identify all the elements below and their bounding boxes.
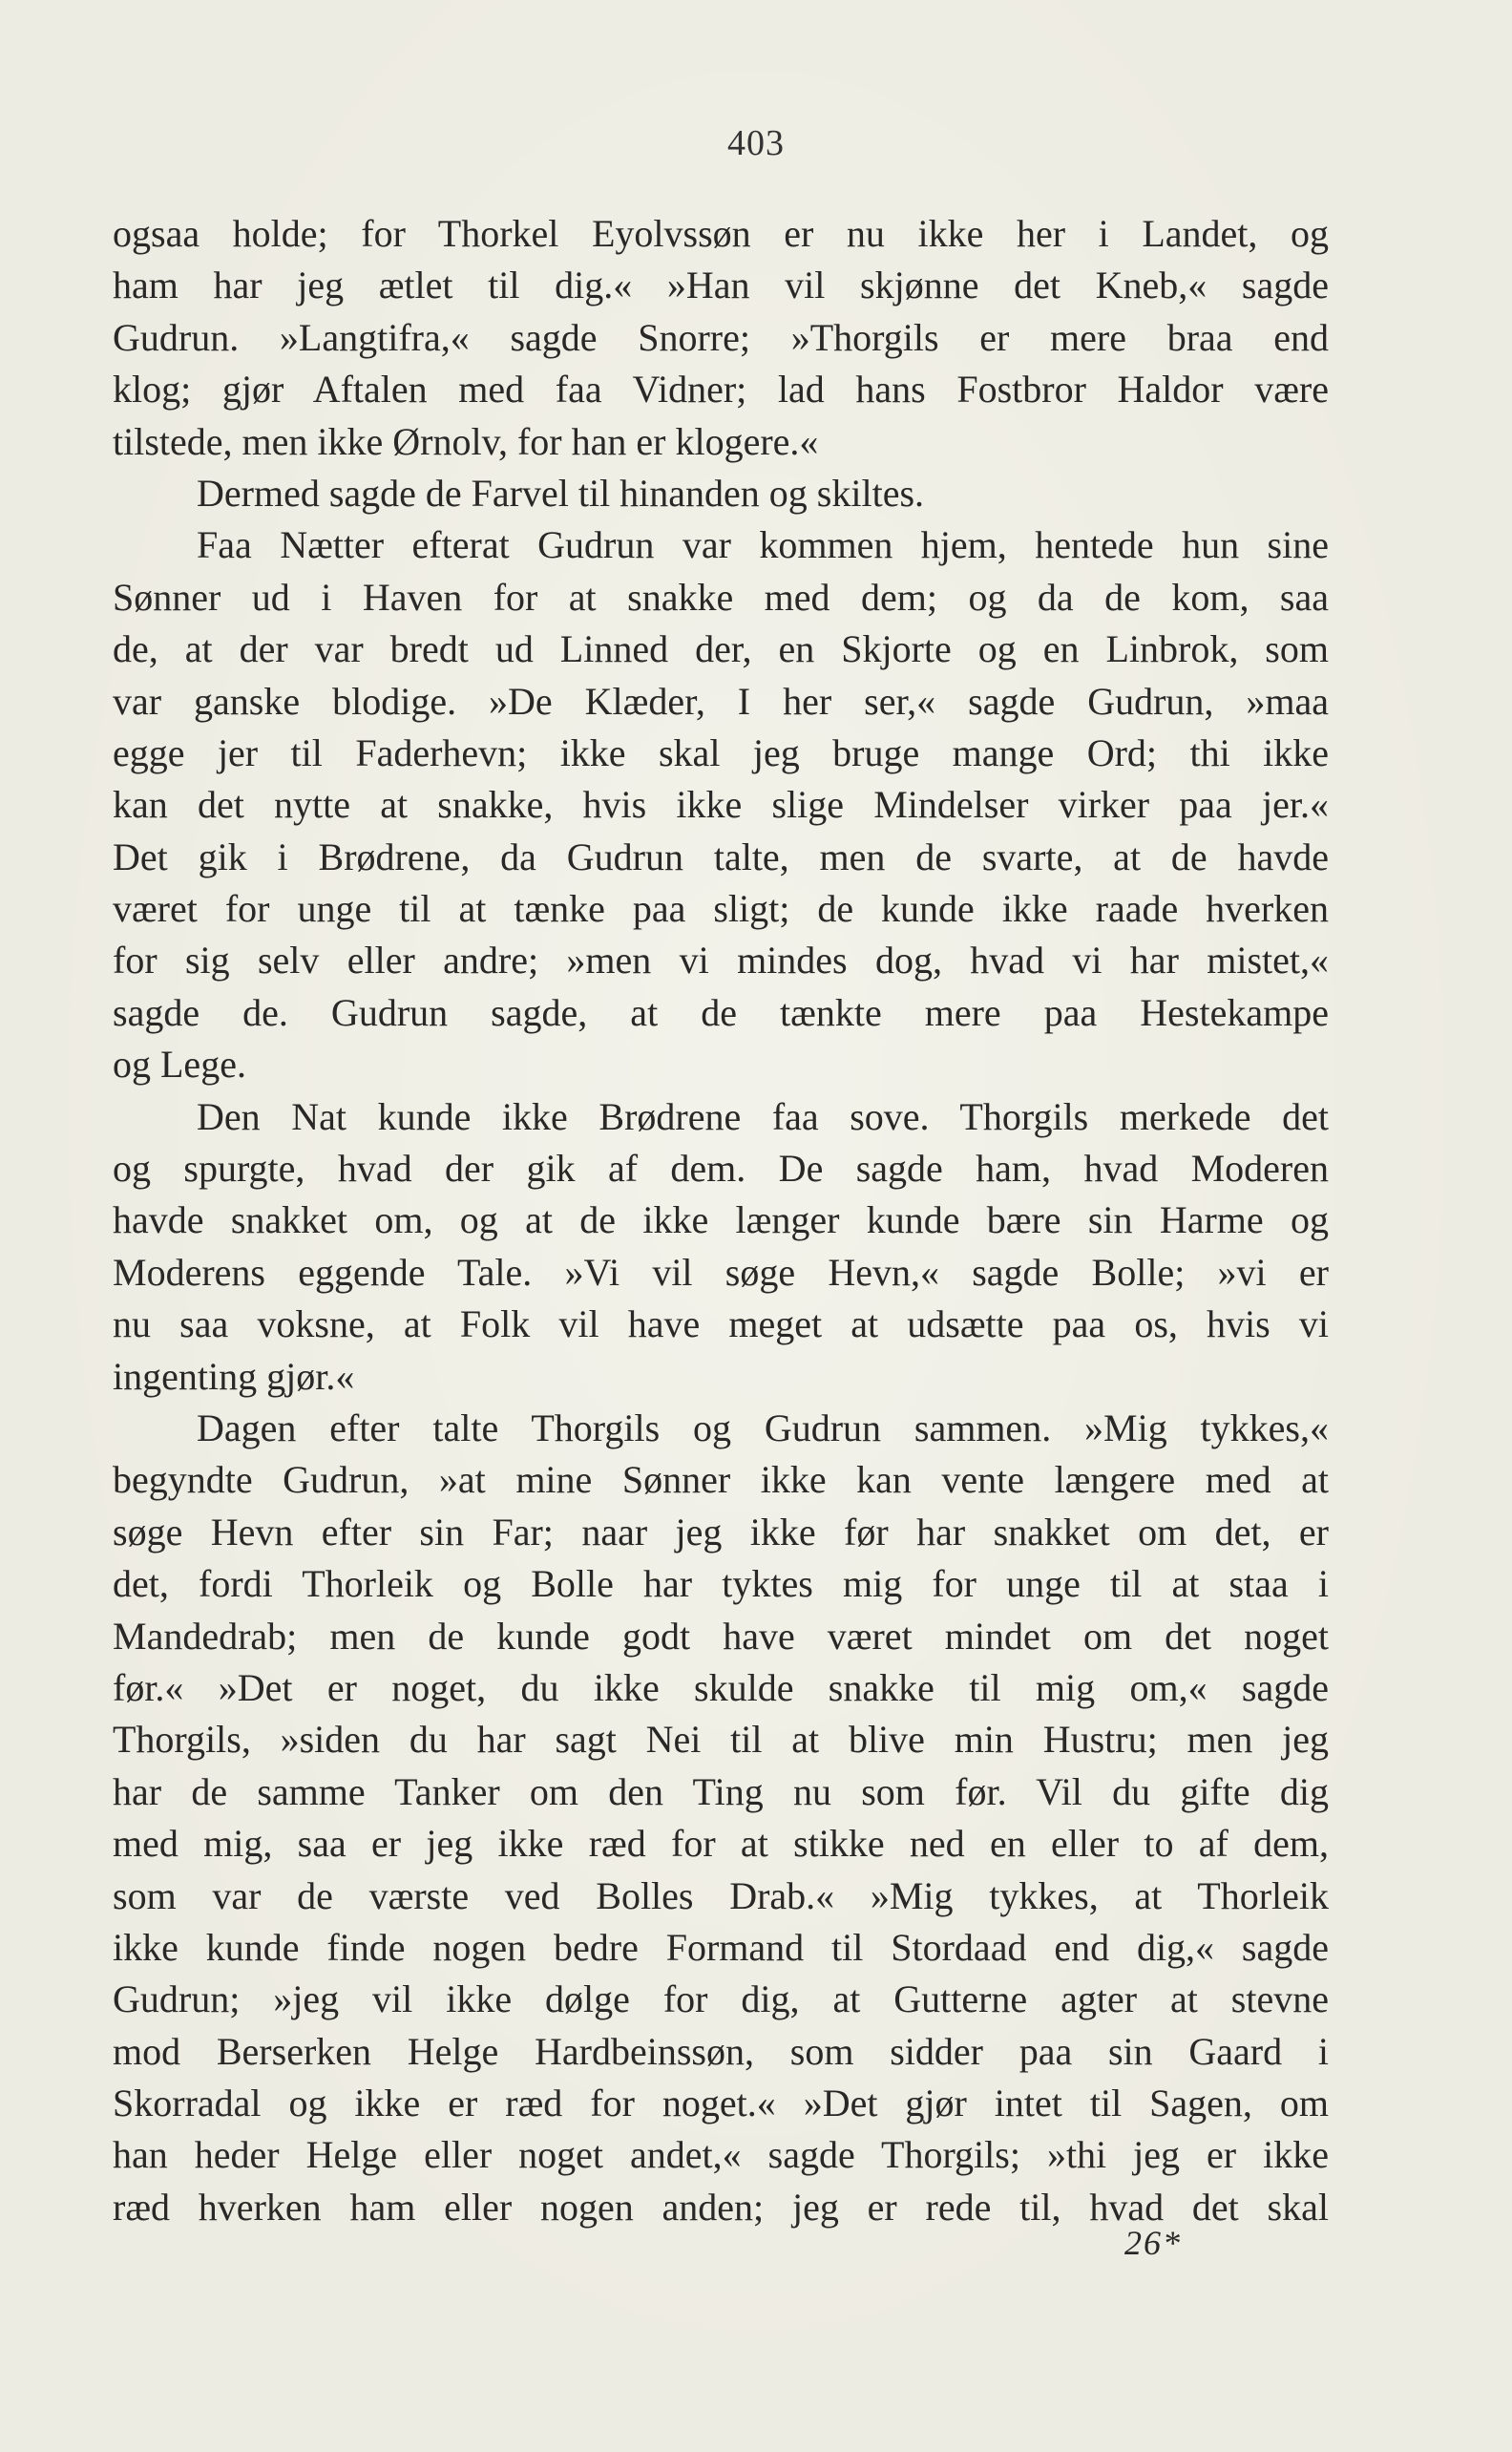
text-line: Skorradal og ikke er ræd for noget.« »Det gjør intet til Sagen, om — [113, 2082, 1329, 2125]
text-line: som var de værste ved Bolles Drab.« »Mig tykkes, at Thorleik — [113, 1873, 1329, 1917]
text-line: han heder Helge eller noget andet,« sagde Thorgils; »thi jeg er ikke — [113, 2133, 1329, 2177]
text-line: tilstede, men ikke Ørnolv, for han er klogere.« — [113, 419, 819, 463]
text-line: ikke kunde finde nogen bedre Formand til Stordaad end dig,« sagde — [113, 1925, 1329, 1969]
text-line: har de samme Tanker om den Ting nu som før. Vil du gifte dig — [113, 1769, 1329, 1813]
text-line: været for unge til at tænke paa sligt; de kunde ikke raade hverken — [113, 887, 1329, 931]
text-line: ingenting gjør.« — [113, 1354, 355, 1398]
text-line: klog; gjør Aftalen med faa Vidner; lad hans Fostbror Haldor være — [113, 368, 1329, 412]
text-line: var ganske blodige. »De Klæder, I her ser,« sagde Gudrun, »maa — [113, 679, 1329, 723]
text-line: Thorgils, »siden du har sagt Nei til at blive min Hustru; men jeg — [113, 1718, 1329, 1762]
text-line: Den Nat kunde ikke Brødrene faa sove. Thorgils merkede det — [197, 1094, 1329, 1138]
text-line: begyndte Gudrun, »at mine Sønner ikke kan vente længere med at — [113, 1458, 1329, 1502]
signature-mark: 26* — [1124, 2224, 1182, 2262]
text-line: og spurgte, hvad der gik af dem. De sagde ham, hvad Moderen — [113, 1147, 1329, 1191]
text-line: med mig, saa er jeg ikke ræd for at stikke ned en eller to af dem, — [113, 1822, 1329, 1866]
text-line: Mandedrab; men de kunde godt have været mindet om det noget — [113, 1614, 1329, 1658]
text-line: mod Berserken Helge Hardbeinssøn, som sidder paa sin Gaard i — [113, 2029, 1329, 2073]
text-line: det, fordi Thorleik og Bolle har tyktes mig for unge til at staa i — [113, 1562, 1329, 1606]
body-text — [113, 208, 1329, 2233]
text-line: ogsaa holde; for Thorkel Eyolvssøn er nu ikke her i Landet, og — [113, 212, 1329, 255]
text-line: Moderens eggende Tale. »Vi vil søge Hevn,« sagde Bolle; »vi er — [113, 1250, 1329, 1294]
text-line: for sig selv eller andre; »men vi mindes dog, hvad vi har mistet,« — [113, 939, 1329, 983]
text-line: søge Hevn efter sin Far; naar jeg ikke før har snakket om det, er — [113, 1510, 1329, 1554]
page-number: 403 — [727, 123, 785, 163]
text-line: Sønner ud i Haven for at snakke med dem; og da de kom, saa — [113, 575, 1329, 619]
text-line: kan det nytte at snakke, hvis ikke slige Mindelser virker paa jer.« — [113, 783, 1329, 827]
text-line: Gudrun. »Langtifra,« sagde Snorre; »Thorgils er mere braa end — [113, 315, 1329, 359]
text-line: før.« »Det er noget, du ikke skulde snakke til mig om,« sagde — [113, 1665, 1329, 1709]
text-line: de, at der var bredt ud Linned der, en Skjorte og en Linbrok, som — [113, 627, 1329, 671]
text-line: Dagen efter talte Thorgils og Gudrun sammen. »Mig tykkes,« — [197, 1406, 1329, 1449]
text-line: havde snakket om, og at de ikke længer kunde bære sin Harme og — [113, 1198, 1329, 1242]
text-line: nu saa voksne, at Folk vil have meget at udsætte paa os, hvis vi — [113, 1302, 1329, 1346]
text-line: ham har jeg ætlet til dig.« »Han vil skjønne det Kneb,« sagde — [113, 264, 1329, 307]
text-line: sagde de. Gudrun sagde, at de tænkte mere paa Hestekampe — [113, 990, 1329, 1034]
text-line: Det gik i Brødrene, da Gudrun talte, men de svarte, at de havde — [113, 835, 1329, 878]
text-line: og Lege. — [113, 1043, 246, 1087]
text-line: egge jer til Faderhevn; ikke skal jeg bruge mange Ord; thi ikke — [113, 730, 1329, 774]
text-line: Dermed sagde de Farvel til hinanden og skiltes. — [197, 471, 925, 515]
text-line: ræd hverken ham eller nogen anden; jeg er rede til, hvad det skal — [113, 2185, 1329, 2229]
text-line: Gudrun; »jeg vil ikke dølge for dig, at Gutterne agter at stevne — [113, 1977, 1329, 2021]
text-line: Faa Nætter efterat Gudrun var kommen hjem, hentede hun sine — [197, 523, 1329, 567]
